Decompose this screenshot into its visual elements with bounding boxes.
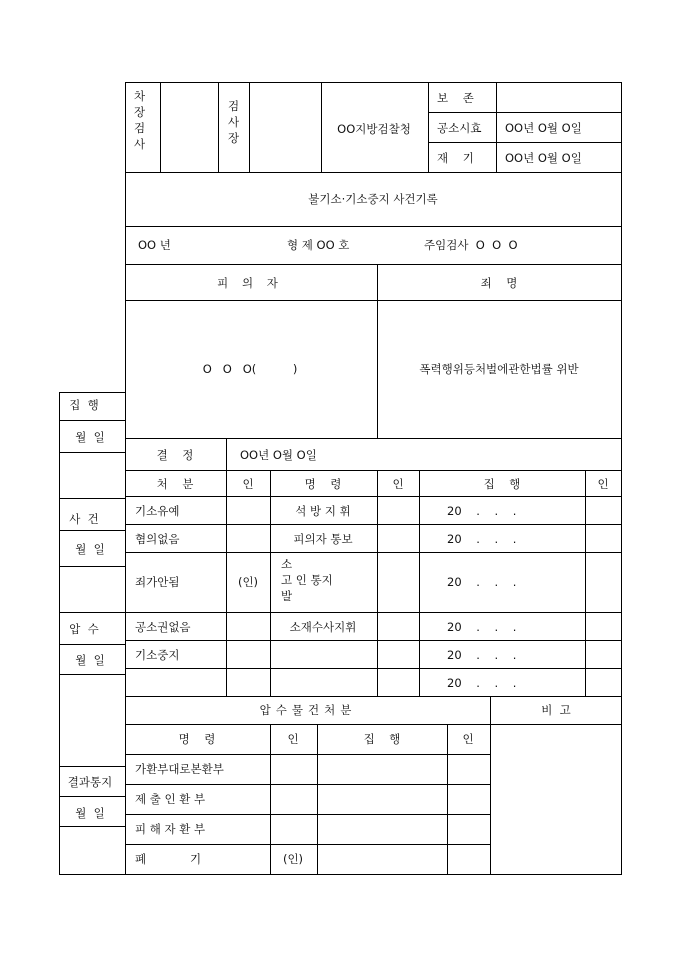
disposition-date: 20 . . . — [447, 620, 517, 634]
execution-date-label: 월 일 — [75, 430, 105, 444]
seizure-label: 압 수 — [69, 622, 99, 636]
seized-order: 피 해 자 환 부 — [135, 822, 206, 836]
charge-name: 폭력행위등처벌에관한법률 위반 — [419, 362, 579, 376]
decision-label: 결 정 — [156, 448, 194, 462]
disposition-order: 소재수사지휘 — [289, 620, 357, 634]
seized-order: 폐 기 — [135, 852, 202, 866]
charge-header: 죄 명 — [480, 276, 518, 290]
geomsajang-label: 검 사 장 — [228, 99, 240, 145]
reopen-value: OO년 O월 O일 — [505, 151, 582, 165]
statute-label: 공소시효 — [437, 121, 482, 135]
disposition-seal3-header: 인 — [597, 477, 609, 491]
seized-order: 가환부대로본환부 — [135, 762, 224, 776]
disposition-type: 혐의없음 — [135, 532, 180, 546]
disposition-type-header: 처 분 — [156, 477, 194, 491]
seized-execution-header: 집 행 — [363, 732, 401, 746]
disposition-date: 20 . . . — [447, 676, 517, 690]
seized-seal2-header: 인 — [462, 732, 474, 746]
disposition-order-header: 명 령 — [304, 477, 342, 491]
seized-seal: (인) — [282, 852, 304, 866]
seized-title: 압수물건처분 — [259, 703, 357, 717]
case-year: OO 년 — [138, 238, 171, 252]
case-number: 형 제 OO 호 — [287, 238, 350, 252]
decision-date: OO년 O월 O일 — [240, 448, 317, 462]
notice-date-label: 월 일 — [75, 806, 105, 820]
disposition-seal-header: 인 — [242, 477, 254, 491]
office-name: OO지방검찰청 — [337, 122, 411, 136]
disposition-date: 20 . . . — [447, 648, 517, 662]
case-label: 사 건 — [69, 512, 99, 526]
reopen-label: 재 기 — [437, 151, 474, 165]
execution-label: 집 행 — [69, 398, 99, 412]
disposition-order: 소 고 인 통지 발 — [281, 557, 333, 603]
seized-order: 제 출 인 환 부 — [135, 792, 206, 806]
disposition-order: 석 방 지 휘 — [295, 504, 351, 518]
suspect-header: 피 의 자 — [217, 276, 283, 290]
disposition-type: 죄가안됨 — [135, 575, 180, 589]
remarks-header: 비 고 — [541, 703, 571, 717]
page-title: 불기소·기소중지 사건기록 — [308, 192, 438, 206]
chajang-geomsa-label: 차 장 검 사 — [134, 89, 146, 151]
seized-seal-header: 인 — [287, 732, 299, 746]
disposition-type: 기소유예 — [135, 504, 180, 518]
case-date-label: 월 일 — [75, 542, 105, 556]
disposition-date: 20 . . . — [447, 504, 517, 518]
suspect-name: O O O( ) — [202, 362, 298, 376]
disposition-seal: (인) — [237, 575, 259, 589]
retention-label: 보 존 — [437, 91, 474, 105]
disposition-type: 공소권없음 — [135, 620, 191, 634]
statute-value: OO년 O월 O일 — [505, 121, 582, 135]
case-prosecutor: 주임검사 O O O — [424, 238, 518, 252]
disposition-order: 피의자 통보 — [293, 532, 353, 546]
disposition-execution-header: 집 행 — [483, 477, 521, 491]
disposition-date: 20 . . . — [447, 575, 517, 589]
seized-order-header: 명 령 — [178, 732, 216, 746]
disposition-seal2-header: 인 — [392, 477, 404, 491]
notice-label: 결과통지 — [67, 775, 113, 789]
disposition-type: 기소중지 — [135, 648, 180, 662]
disposition-date: 20 . . . — [447, 532, 517, 546]
seizure-date-label: 월 일 — [75, 653, 105, 667]
